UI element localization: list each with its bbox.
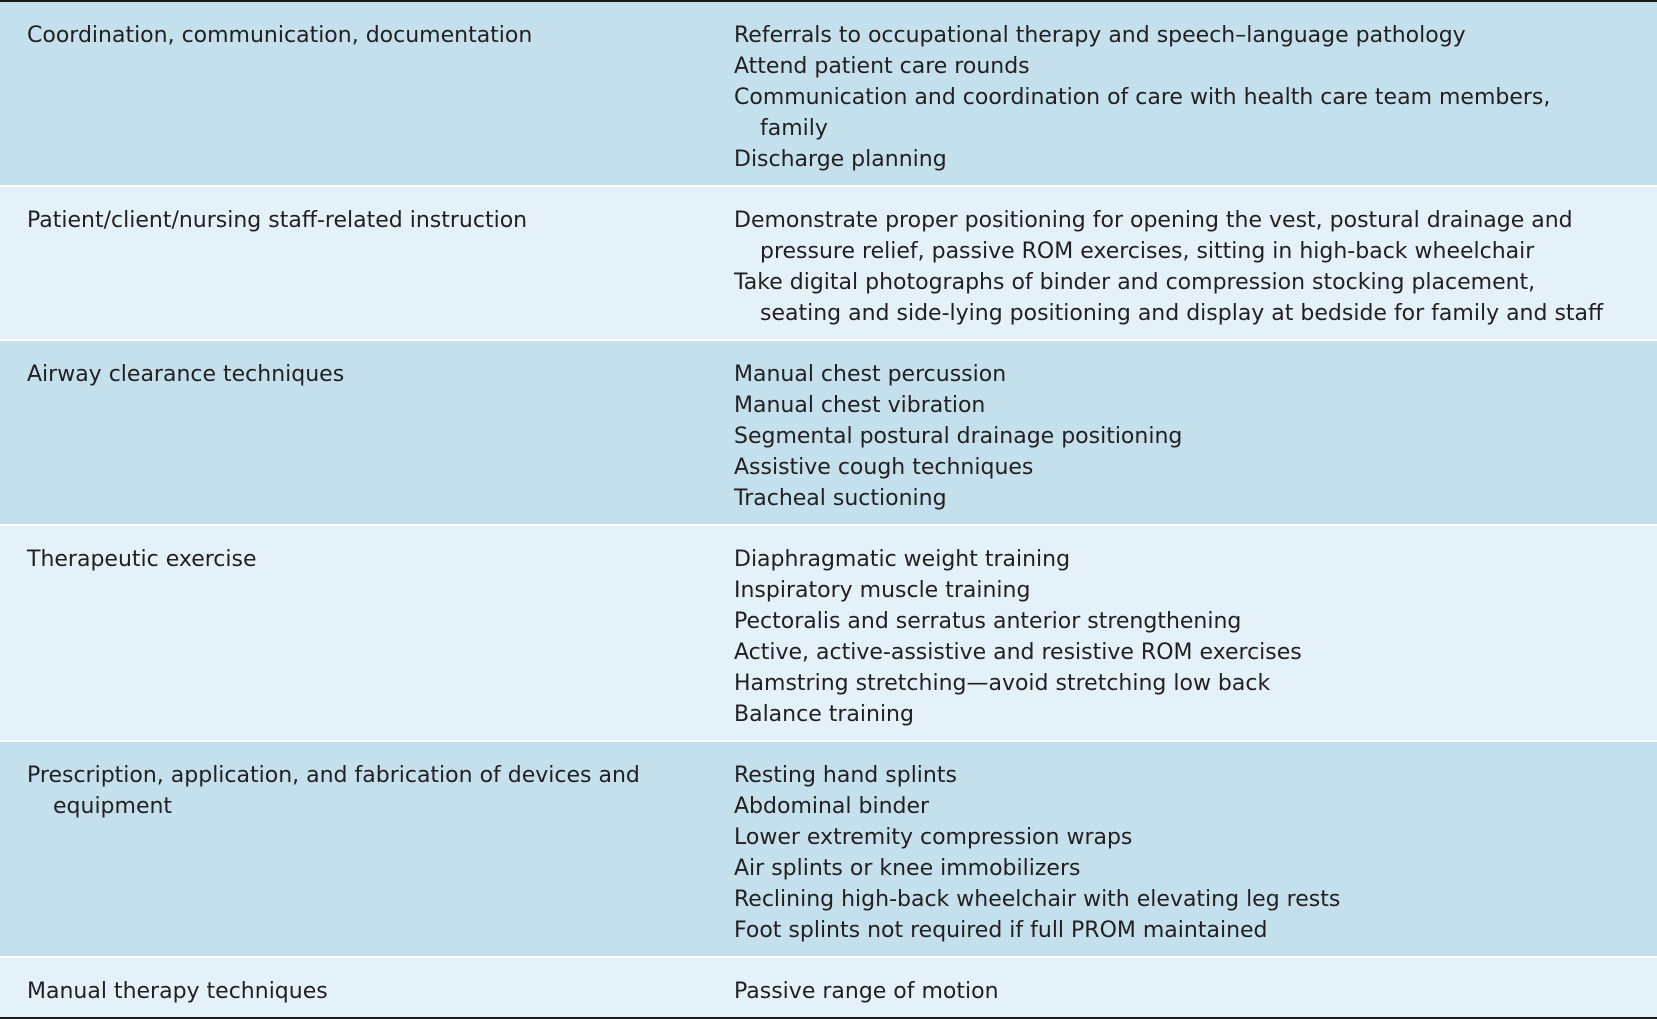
category-cell xyxy=(0,20,694,175)
category-label: Prescription, application, and fabrication of devices and equipment xyxy=(27,763,640,819)
list-item: Discharge planning xyxy=(734,147,947,172)
category-cell xyxy=(0,760,694,946)
list-item: Resting hand splints xyxy=(734,763,957,788)
list-item: Manual chest percussion xyxy=(734,362,1007,387)
item-list xyxy=(694,359,1657,514)
list-item: Demonstrate proper positioning for opening the vest, postural drainage and pressure relief, passive ROM exercises, sitting in high-back wheelchair xyxy=(734,208,1573,264)
list-item: Passive range of motion xyxy=(734,979,999,1004)
list-item: Segmental postural drainage positioning xyxy=(734,424,1183,449)
category-label: Patient/client/nursing staff-related instruction xyxy=(27,208,528,233)
list-item: Assistive cough techniques xyxy=(734,455,1034,480)
category-label: Therapeutic exercise xyxy=(27,547,257,572)
table-row xyxy=(0,2,1657,185)
list-item: Diaphragmatic weight training xyxy=(734,547,1071,572)
item-list xyxy=(694,20,1657,175)
list-item: Balance training xyxy=(734,702,914,727)
category-label: Manual therapy techniques xyxy=(27,979,328,1004)
list-item: Reclining high-back wheelchair with elevating leg rests xyxy=(734,887,1341,912)
list-item: Lower extremity compression wraps xyxy=(734,825,1133,850)
item-list xyxy=(694,760,1657,946)
item-list xyxy=(694,976,1657,1007)
list-item: Take digital photographs of binder and compression stocking placement, seating and side-lying positioning and display at bedside for family and staff xyxy=(734,270,1604,326)
item-list xyxy=(694,544,1657,730)
list-item: Tracheal suctioning xyxy=(734,486,947,511)
list-item: Active, active-assistive and resistive ROM exercises xyxy=(734,640,1302,665)
list-item: Foot splints not required if full PROM maintained xyxy=(734,918,1268,943)
list-item: Communication and coordination of care with health care team members, family xyxy=(734,85,1551,141)
list-item: Pectoralis and serratus anterior strengthening xyxy=(734,609,1242,634)
list-item: Manual chest vibration xyxy=(734,393,986,418)
table-row xyxy=(0,339,1657,524)
table-row xyxy=(0,185,1657,339)
item-list xyxy=(694,205,1657,329)
list-item: Abdominal binder xyxy=(734,794,930,819)
category-cell xyxy=(0,976,694,1007)
list-item: Air splints or knee immobilizers xyxy=(734,856,1081,881)
list-item: Inspiratory muscle training xyxy=(734,578,1031,603)
table-row xyxy=(0,956,1657,1017)
list-item: Referrals to occupational therapy and speech–language pathology xyxy=(734,23,1466,48)
table-row xyxy=(0,740,1657,956)
list-item: Hamstring stretching—avoid stretching low back xyxy=(734,671,1271,696)
table-row xyxy=(0,524,1657,740)
list-item: Attend patient care rounds xyxy=(734,54,1030,79)
category-cell xyxy=(0,544,694,730)
category-label: Airway clearance techniques xyxy=(27,362,345,387)
category-label: Coordination, communication, documentation xyxy=(27,23,533,48)
category-cell xyxy=(0,205,694,329)
category-cell xyxy=(0,359,694,514)
